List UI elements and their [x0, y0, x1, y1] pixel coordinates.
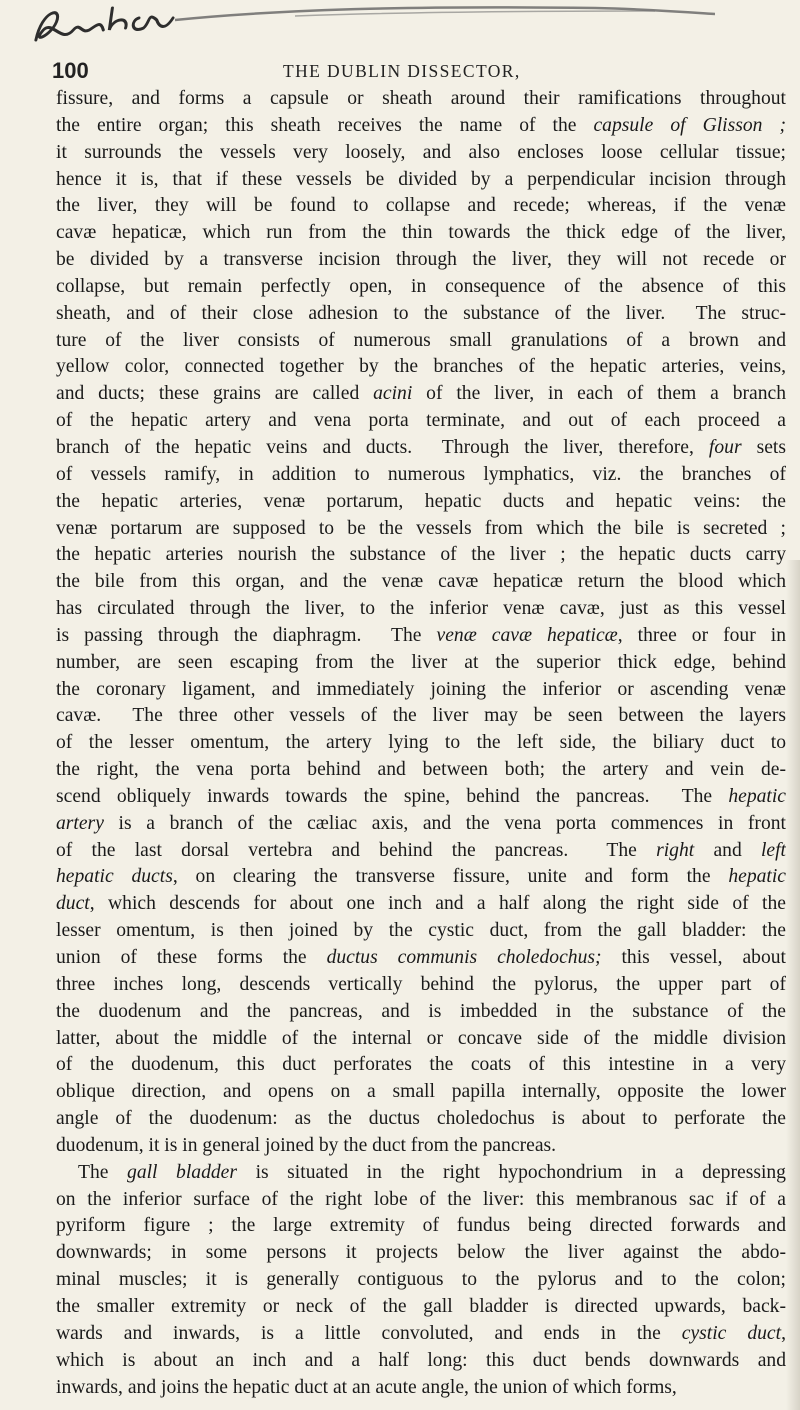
text-run: yellow color, connected together by the branches of the hepatic arteries, veins,: [56, 356, 786, 378]
italic-term: four: [708, 436, 742, 458]
text-line: [56, 918, 786, 945]
text-run: branch of the hepatic veins and ducts. Through the liver, therefore,: [56, 436, 709, 458]
text-run: ture of the liver consists of numerous small granulations of a brown and: [56, 329, 786, 351]
text-line: [56, 1052, 786, 1079]
text-line: [56, 730, 786, 757]
text-run: is situated in the right hypochondrium in a depressing: [237, 1161, 786, 1183]
text-run: is passing through the diaphragm. The: [56, 624, 437, 646]
text-run: the hepatic arteries nourish the substance of the liver ; the hepatic ducts carry: [56, 544, 786, 566]
text-line: [56, 247, 786, 274]
text-line: [56, 811, 786, 838]
text-line: [56, 650, 786, 677]
body-text: [56, 86, 786, 1401]
text-line: [56, 542, 786, 569]
text-run: The: [78, 1161, 128, 1183]
text-run: the bile from this organ, and the venæ cavæ hepaticæ return the blood which: [56, 571, 786, 593]
text-line: [56, 1240, 786, 1267]
italic-term: capsule of Glisson ;: [593, 114, 786, 136]
text-line: [56, 1348, 786, 1375]
text-line: [56, 1187, 786, 1214]
italic-term: venæ cavæ hepaticæ: [436, 624, 618, 646]
text-line: [56, 1321, 786, 1348]
text-run: ,: [781, 1322, 786, 1344]
text-run: union of these forms the: [56, 947, 327, 968]
text-line: [56, 1079, 786, 1106]
text-line: [56, 301, 786, 328]
text-run: angle of the duodenum: as the ductus choledochus is about to perforate the: [56, 1108, 786, 1130]
text-run: minal muscles; it is generally contiguous to the pylorus and to the colon;: [56, 1269, 786, 1291]
italic-term: gall bladder: [127, 1161, 238, 1183]
text-run: collapse, but remain perfectly open, in consequence of the absence of this: [56, 275, 786, 297]
text-run: of the lesser omentum, the artery lying to the left side, the biliary duct to: [56, 732, 786, 754]
italic-term: cystic duct: [681, 1322, 782, 1344]
text-line: [56, 757, 786, 784]
text-line: [56, 140, 786, 167]
text-line: [56, 1267, 786, 1294]
text-run: venæ portarum are supposed to be the vessels from which the bile is secreted ;: [56, 517, 786, 539]
text-run: and: [694, 839, 761, 861]
text-line: [56, 972, 786, 999]
text-line: [56, 1160, 786, 1187]
text-run: cavæ. The three other vessels of the liver may be seen between the layers: [56, 705, 786, 727]
text-run: of vessels ramify, in addition to numerous lymphatics, viz. the branches of: [56, 463, 786, 485]
text-run: the right, the vena porta behind and between both; the artery and vein de-: [56, 759, 786, 781]
text-run: sheath, and of their close adhesion to the substance of the liver. The struc-: [56, 302, 786, 324]
text-line: [56, 408, 786, 435]
text-run: on the inferior surface of the right lobe of the liver: this membranous sac if of a: [56, 1188, 786, 1210]
text-line: [56, 489, 786, 516]
text-run: the hepatic arteries, venæ portarum, hepatic ducts and hepatic veins: the: [56, 490, 786, 512]
text-run: the liver, they will be found to collapse and recede; whereas, if the venæ: [56, 195, 786, 217]
italic-term: ductus communis choledochus;: [326, 947, 602, 968]
text-line: [56, 891, 786, 918]
text-line: [56, 838, 786, 865]
text-run: oblique direction, and opens on a small papilla internally, opposite the lower: [56, 1081, 786, 1103]
text-run: pyriform figure ; the large extremity of fundus being directed forwards and: [56, 1215, 786, 1237]
text-line: [56, 1133, 786, 1160]
text-line: [56, 435, 786, 462]
text-run: has circulated through the liver, to the inferior venæ cavæ, just as this vessel: [56, 598, 786, 620]
italic-term: acini: [373, 383, 413, 405]
italic-term: right: [656, 839, 695, 861]
text-run: downwards; in some persons it projects below the liver against the abdo-: [56, 1242, 786, 1264]
text-line: [56, 623, 786, 650]
text-run: of the hepatic artery and vena porta terminate, and out of each proceed a: [56, 410, 786, 432]
text-run: three inches long, descends vertically behind the pylorus, the upper part of: [56, 973, 786, 995]
text-run: scend obliquely inwards towards the spine, behind the pancreas. The: [56, 785, 729, 807]
text-line: [56, 354, 786, 381]
text-line: [56, 328, 786, 355]
page-number: 100: [52, 58, 89, 83]
text-run: is a branch of the cæliac axis, and the vena porta commences in front: [103, 812, 786, 834]
page-edge-shadow: [786, 560, 800, 1410]
text-run: and ducts; these grains are called: [56, 383, 374, 405]
text-run: inwards, and joins the hepatic duct at an acute angle, the union of which forms,: [56, 1376, 677, 1398]
handwritten-inscription: [26, 0, 183, 50]
text-line: [56, 462, 786, 489]
text-run: , on clearing the transverse fissure, unite and form the: [172, 866, 729, 888]
text-run: the duodenum and the pancreas, and is imbedded in the substance of the: [56, 1000, 786, 1022]
text-run: number, are seen escaping from the liver at the superior thick edge, behind: [56, 651, 786, 673]
text-line: [56, 677, 786, 704]
text-run: fissure, and forms a capsule or sheath around their ramifications throughout: [56, 88, 786, 109]
text-line: [56, 569, 786, 596]
italic-term: hepatic: [728, 785, 786, 807]
text-line: [56, 86, 786, 113]
text-line: [56, 864, 786, 891]
text-run: the smaller extremity or neck of the gall bladder is directed upwards, back-: [56, 1295, 786, 1317]
text-run: which is about an inch and a half long: this duct bends downwards and: [56, 1349, 786, 1371]
text-run: sets: [741, 436, 786, 458]
text-run: it surrounds the vessels very loosely, and also encloses loose cellular tissue;: [56, 141, 786, 163]
italic-term: hepatic ducts: [56, 866, 173, 888]
text-line: [56, 703, 786, 730]
text-line: [56, 596, 786, 623]
ink-smudge: [175, 2, 715, 26]
signature-scribble: [26, 0, 183, 50]
text-run: the coronary ligament, and immediately joining the inferior or ascending venæ: [56, 678, 786, 700]
text-line: [56, 516, 786, 543]
text-run: , which descends for about one inch and a half along the right side of the: [89, 893, 786, 915]
text-run: of the last dorsal vertebra and behind the pancreas. The: [56, 839, 657, 861]
italic-term: duct: [56, 893, 90, 915]
text-run: duodenum, it is in general joined by the duct from the pancreas.: [56, 1134, 557, 1156]
italic-term: artery: [56, 812, 104, 834]
text-run: lesser omentum, is then joined by the cystic duct, from the gall bladder: the: [56, 920, 786, 942]
text-run: , three or four in: [617, 624, 786, 646]
text-line: [56, 1106, 786, 1133]
text-line: [56, 999, 786, 1026]
text-line: [56, 193, 786, 220]
text-line: [56, 113, 786, 140]
text-line: [56, 381, 786, 408]
text-run: cavæ hepaticæ, which run from the thin towards the thick edge of the liver,: [56, 222, 786, 244]
text-line: [56, 167, 786, 194]
text-line: [56, 784, 786, 811]
text-line: [56, 1213, 786, 1240]
running-title: THE DUBLIN DISSECTOR,: [283, 61, 521, 81]
italic-term: hepatic: [728, 866, 786, 888]
text-run: hence it is, that if these vessels be divided by a perpendicular incision through: [56, 168, 786, 190]
text-line: [56, 220, 786, 247]
text-line: [56, 1294, 786, 1321]
text-line: [56, 945, 786, 972]
italic-term: left: [760, 839, 786, 861]
text-line: [56, 274, 786, 301]
text-run: be divided by a transverse incision through the liver, they will not recede or: [56, 249, 786, 271]
text-line: [56, 1026, 786, 1053]
text-run: of the duodenum, this duct perforates the coats of this intestine in a very: [56, 1054, 786, 1076]
text-run: of the liver, in each of them a branch: [412, 383, 786, 405]
text-run: latter, about the middle of the internal or concave side of the middle division: [56, 1027, 786, 1049]
text-line: [56, 1375, 786, 1402]
text-run: the entire organ; this sheath receives the name of the: [56, 114, 594, 136]
text-run: wards and inwards, is a little convoluted, and ends in the: [56, 1322, 682, 1344]
text-run: this vessel, about: [601, 947, 786, 968]
